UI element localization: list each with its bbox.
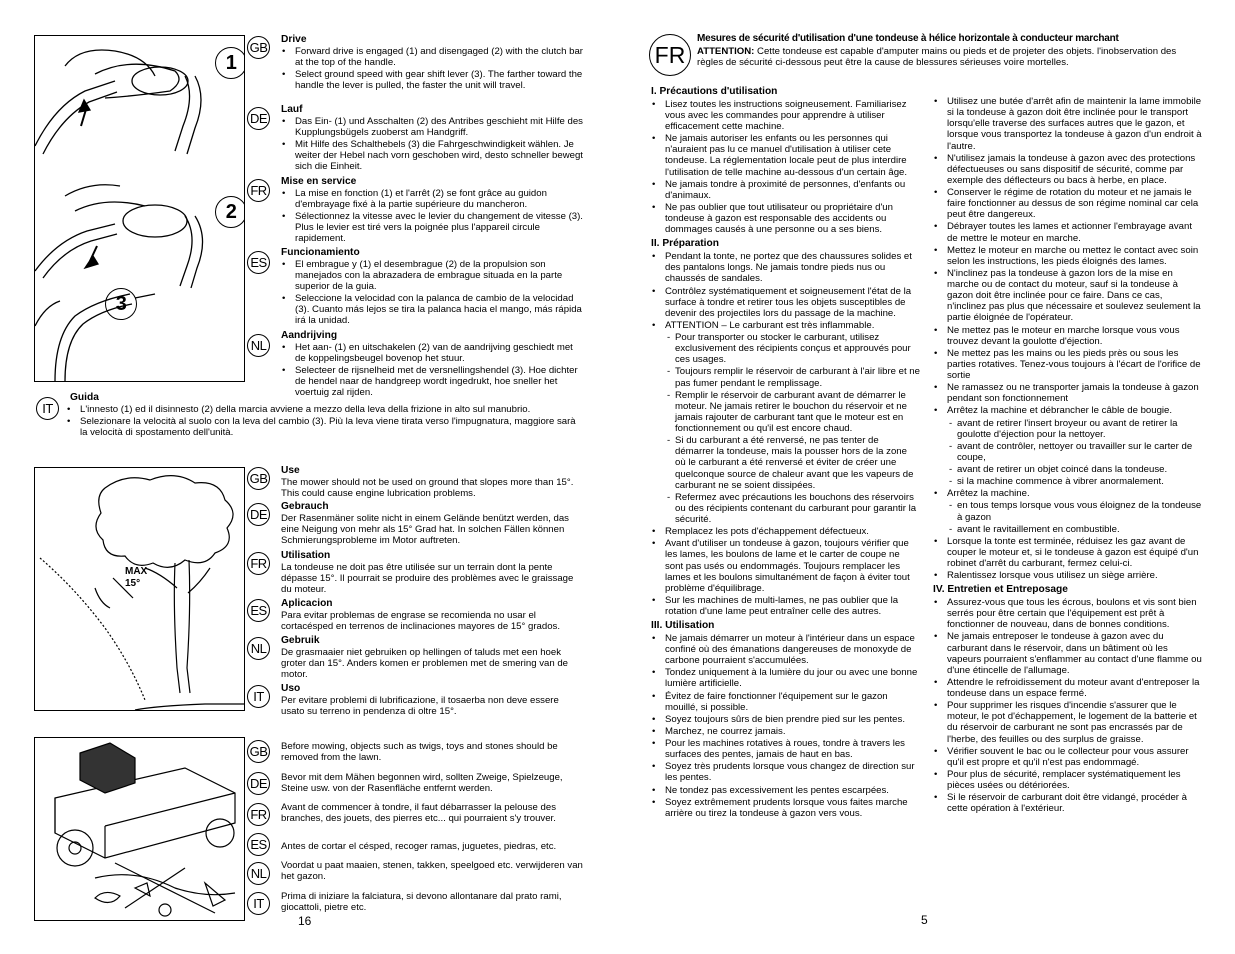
lang-badge-es: ES — [247, 599, 270, 622]
precaution-item: • Ne jamais tondre à proximité de personnes, d'enfants ou d'animaux. — [651, 179, 920, 201]
max-slope-angle: 15° — [125, 578, 141, 589]
precaution-item: • Lisez toutes les instructions soigneusement. Familiarisez vous avec les commandes pour apprendre à utiliser efficacement cette machine. — [651, 99, 920, 132]
use-text-es: Para evitar problemas de engrase se recomienda no usar el cortacésped en terrenos de inclinaciones mayores de 15° grados. — [281, 609, 561, 632]
lang-badge-es: ES — [247, 833, 270, 856]
use-title-nl: Gebruik — [281, 635, 320, 646]
mower-debris-illustration — [35, 738, 244, 920]
drive-item-nl-2: • Selecteer de rijsnelheid met de versnellingshendel (3). Hoe dichter de hendel naar de handgreep wordt ingedrukt, hoe sneller het voertuig zal rijden. — [281, 365, 583, 398]
lang-badge-fr: FR — [247, 803, 270, 826]
figure-callout-1: 1 — [215, 47, 245, 79]
drive-item-gb-2: • Select ground speed with gear shift lever (3). The farther toward the handle the lever is pulled, the faster the unit will travel. — [281, 69, 583, 91]
utilisation-item: • Conserver le régime de rotation du moteur et ne jamais le faire fonctionner au dessus de son régime nominal car cela peut être dangereux. — [933, 187, 1202, 220]
use-title-es: Aplicacion — [281, 598, 333, 609]
lang-badge-gb: GB — [247, 740, 270, 763]
drive-item-es-2: • Seleccione la velocidad con la palanca de cambio de la velocidad (3). Cuanto más lejos se tira la palanca hacia el mango, más rápida irá la unidad. — [281, 293, 583, 326]
preparation-item: • Remplacez les pots d'échappement défectueux. — [651, 526, 920, 537]
lang-badge-it: IT — [247, 892, 270, 915]
preparation-item: • Pendant la tonte, ne portez que des chaussures solides et des pantalons longs. Ne jamais tondre pieds nus ou chaussés de sandales. — [651, 251, 920, 284]
section-title-preparation: II. Préparation — [651, 238, 719, 250]
use-text-fr: La tondeuse ne doit pas être utilisée sur un terrain dont la pente dépasse 15°. Il pourrait se produire des problèmes avec le graissage du moteur. — [281, 561, 574, 596]
max-slope-label: MAX — [125, 566, 148, 577]
stop-dash-item: - avant de retirer un objet coincé dans la tondeuse. — [947, 464, 1202, 475]
drive-title-es: Funcionamiento — [281, 247, 360, 258]
use-text-gb: The mower should not be used on ground that slopes more than 15°. This could cause engine lubrication problems. — [281, 476, 574, 499]
safety-title: Mesures de sécurité d'utilisation d'une tondeuse à hélice horizontale à conducteur marchant — [697, 33, 1119, 44]
stop-dash-item: - avant de contrôler, nettoyer ou travailler sur le carter de coupe, — [947, 441, 1202, 463]
before-text-es: Antes de cortar el césped, recoger ramas, juguetes, piedras, etc. — [281, 841, 557, 852]
safety-column-1 — [651, 83, 920, 820]
use-section-gb — [281, 465, 583, 499]
utilisation-item: • Ne jamais démarrer un moteur à l'intérieur dans un espace confiné où des émanations dangereuses de monoxyde de carbone pourraient s'accumulées. — [651, 633, 920, 666]
drive-item-fr-1: • La mise en fonction (1) et l'arrêt (2) se font grâce au guidon d'embrayage fixé à la partie supérieure du mancheron. — [281, 188, 583, 210]
drive-section-gb — [281, 34, 583, 92]
maintenance-item: • Ne jamais entreposer le tondeuse à gazon avec du carburant dans le réservoir, dans un bâtiment où les vapeurs pourraient s'enflammer au contact d'une flamme ou d'une étincelle de l'allumage. — [933, 631, 1202, 676]
use-section-it — [281, 683, 583, 717]
fr-lang-badge: FR — [649, 34, 691, 76]
precaution-item: • Ne jamais autoriser les enfants ou les personnes qui n'auraient pas lu ce manuel d'utilisation à utiliser cete tondeuse. La réglementation locale peut de plus interdire l'utilisation de telle machine au-dessous d'un certain âge. — [651, 133, 920, 178]
utilisation-item: • Utilisez une butée d'arrêt afin de maintenir la lame immobile si la tondeuse à gazon doit être inclinée pour le transport lorsqu'elle traverse des surfaces autres que le gazon, et lorsque vous transportez la tondeuse à gazon d'un endroit à l'autre. — [933, 96, 1202, 152]
drive-section-es — [281, 247, 583, 328]
before-text-gb: Before mowing, objects such as twigs, toys and stones should be removed from the lawn. — [281, 741, 558, 764]
before-text-it: Prima di iniziare la falciatura, si devono allontanare dal prato rami, giocattoli, pietre etc. — [281, 891, 562, 914]
page-number-left: 16 — [298, 914, 312, 928]
drive-item-fr-2: • Sélectionnez la vitesse avec le levier du changement de vitesse (3). Plus le levier est tiré vers la poignée plus l'appareil circule rapidement. — [281, 211, 583, 244]
page-number-right: 5 — [921, 913, 928, 927]
figure-mower-debris — [34, 737, 245, 921]
maintenance-item: • Pour supprimer les risques d'incendie s'assurer que le moteur, le pot d'échappement, le logement de la batterie et du réservoir de carburant ne sont pas encrassés par de l'herbe, des feuilles ou des surplus de graisse. — [933, 700, 1202, 745]
utilisation-item: • Pour les machines rotatives à roues, tondre à travers les surfaces des pentes, jamais de haut en bas. — [651, 738, 920, 760]
drive-item-es-1: • El embrague y (1) el desembrague (2) de la propulsion son manejados con la abrazadera de embrague situada en la parte superior de la guia. — [281, 259, 583, 292]
utilisation-item: • Ne tondez pas excessivement les pentes escarpées. — [651, 785, 920, 796]
utilisation-item: • Évitez de faire fonctionner l'équipement sur le gazon mouillé, si possible. — [651, 691, 920, 713]
lang-badge-it: IT — [36, 397, 59, 420]
drive-title-fr: Mise en service — [281, 176, 357, 187]
use-section-es — [281, 598, 583, 632]
use-title-gb: Use — [281, 465, 300, 476]
use-title-it: Uso — [281, 683, 301, 694]
fuel-dash-item: - Pour transporter ou stocker le carburant, utilisez exclusivement des récipients conçus et approuvés pour ces usages. — [665, 332, 920, 365]
section-title-precautions: I. Précautions d'utilisation — [651, 86, 778, 97]
lang-badge-nl: NL — [247, 862, 270, 885]
utilisation-item: • Soyez très prudents lorsque vous changez de direction sur les pentes. — [651, 761, 920, 783]
drive-item-nl-1: • Het aan- (1) en uitschakelen (2) van de aandrijving geschiedt met de koppelingsbeugel bovenop het stuur. — [281, 342, 583, 364]
utilisation-item: • Arrêtez la machine et débrancher le câble de bougie. — [933, 405, 1202, 416]
lang-badge-de: DE — [247, 772, 270, 795]
drive-title-gb: Drive — [281, 34, 307, 45]
safety-column-2 — [933, 96, 1202, 815]
lang-badge-de: DE — [247, 107, 270, 130]
lang-badge-nl: NL — [247, 637, 270, 660]
drive-section-de — [281, 104, 583, 173]
drive-item-it-1: • L'innesto (1) ed il disinnesto (2) della marcia avviene a mezzo della leva della frizione in alto sul manubrio. — [66, 404, 585, 415]
lang-badge-gb: GB — [247, 467, 270, 490]
lang-badge-fr: FR — [247, 552, 270, 575]
stop-dash-item: - si la machine commence à vibrer anormalement. — [947, 476, 1202, 487]
lang-badge-es: ES — [247, 251, 270, 274]
figure-drive-handle — [34, 35, 245, 382]
lang-badge-de: DE — [247, 503, 270, 526]
attention-label: ATTENTION: — [697, 46, 755, 57]
utilisation-item: • Ralentissez lorsque vous utilisez un siège arrière. — [933, 570, 1202, 581]
preparation-item: • Avant d'utiliser un tondeuse à gazon, toujours vérifier que les lames, les boulons de lame et le carter de coupe ne sont pas usés ou endommagés. Toujours remplacer les lames et les boulons simultanément de façon à éviter tout problème d'équilibrage. — [651, 538, 920, 594]
maintenance-item: • Vérifier souvent le bac ou le collecteur pour vous assurer qu'il est propre et qu'il n'est pas endommagé. — [933, 746, 1202, 768]
preparation-item: • Contrôlez systématiquement et soigneusement l'état de la surface à tondre et retirer tous les objets susceptibles de devenir des projectiles lors du passage de la machine. — [651, 286, 920, 319]
fuel-dash-item: - Remplir le réservoir de carburant avant de démarrer le moteur. Ne jamais retirer le bouchon du réservoir et ne jamais rajouter de carburant tant que le moteur est en fonctionnement ou qu'il est encore chaud. — [665, 390, 920, 435]
use-text-nl: De grasmaaier niet gebruiken op hellingen of taluds met een hoek groter dan 15°. Anders komen er problemen met de smering van de motor. — [281, 646, 569, 681]
use-text-de: Der Rasenmäner solite nicht in einem Gelände benützt werden, das eine Neigung von mehr als 15° Grad hat. In solchen Fällen können Schmierungsprobleme im Motor auftreten. — [281, 512, 569, 547]
utilisation-item: • N'utilisez jamais la tondeuse à gazon avec des protections défectueuses ou sans dispositif de sécurité, comme par exemple des déflecteurs ou bacs à herbe, en place. — [933, 153, 1202, 186]
use-title-de: Gebrauch — [281, 501, 329, 512]
lang-badge-nl: NL — [247, 334, 270, 357]
drive-item-gb-1: • Forward drive is engaged (1) and disengaged (2) with the clutch bar at the top of the handle. — [281, 46, 583, 68]
utilisation-item: • Tondez uniquement à la lumière du jour ou avec une bonne lumière artificielle. — [651, 667, 920, 689]
maintenance-item: • Assurez-vous que tous les écrous, boulons et vis sont bien serrés pour être certain que l'équipement est prêt à fonctionner de nouveau, dans de bonnes conditions. — [933, 597, 1202, 630]
utilisation-item: • Ne mettez pas le moteur en marche lorsque vous vous trouvez devant la goulotte d'éjection. — [933, 325, 1202, 347]
utilisation-item: • Marchez, ne courrez jamais. — [651, 726, 920, 737]
maintenance-item: • Pour plus de sécurité, remplacer systématiquement les pièces usées ou détériorées. — [933, 769, 1202, 791]
before-text-nl: Voordat u paat maaien, stenen, takken, speelgoed etc. verwijderen van het gazon. — [281, 860, 583, 883]
drive-section-fr — [281, 176, 583, 245]
utilisation-item: • Soyez toujours sûrs de bien prendre pied sur les pentes. — [651, 714, 920, 725]
attention-text: Cette tondeuse est capable d'amputer mains ou pieds et de projeter des objets. l'inobservation des règles de sécurité ci-dessous peut être la cause de blessures sérieuses voire mortelles. — [697, 46, 1177, 69]
utilisation-item: • Ne mettez pas les mains ou les pieds près ou sous les parties rotatives. Tenez-vous toujours à l'écart de l'orifice de sortie — [933, 348, 1202, 381]
lang-badge-it: IT — [247, 685, 270, 708]
utilisation-item: • Ne ramassez ou ne transporter jamais la tondeuse à gazon pendant son fonctionnement — [933, 382, 1202, 404]
utilisation-item: • N'inclinez pas la tondeuse à gazon lors de la mise en marche ou de contact du moteur, sauf si la tondeuse à gazon doit être inclinée pour ce faire. Dans ce cas, n'inclinez pas plus que nécessaire et soulevez seulement la partie éloignée de l'opérateur. — [933, 268, 1202, 324]
utilisation-item: • Soyez extrêmement prudents lorsque vous faites marche arrière ou tirez la tondeuse à gazon vers vous. — [651, 797, 920, 819]
drive-item-it-2: • Selezionare la velocità al suolo con la leva del cambio (3). Più la leva viene tirata verso l'impugnatura, maggiore sarà la velocità di spostamento dell'unità. — [66, 416, 585, 438]
figure-callout-2: 2 — [215, 196, 245, 228]
section-title-maintenance: IV. Entretien et Entreposage — [933, 584, 1068, 596]
figure-callout-3: 3 — [105, 288, 137, 320]
drive-section-nl — [281, 330, 583, 399]
use-title-fr: Utilisation — [281, 550, 331, 561]
use-section-fr — [281, 550, 583, 595]
fuel-dash-item: - Refermez avec précautions les bouchons des réservoirs ou des récipients contenant du carburant pour garantir la sécurité. — [665, 492, 920, 525]
stop-dash-item: - avant le ravitaillement en combustible. — [947, 524, 1202, 535]
stop-dash-item: - en tous temps lorsque vous vous éloignez de la tondeuse à gazon — [947, 500, 1202, 522]
lang-badge-fr: FR — [247, 179, 270, 202]
drive-handle-illustration — [35, 36, 244, 381]
fuel-dash-item: - Si du carburant a été renversé, ne pas tenter de démarrer la tondeuse, mais la pousser hors de la zone où le carburant a été renversé et éviter de créer une quelconque source de chaleur avant que les vapeurs de carburant ne se soient dissipées. — [665, 435, 920, 491]
preparation-item: • ATTENTION – Le carburant est très inflammable. — [651, 320, 920, 331]
utilisation-item: • Arrêtez la machine. — [933, 488, 1202, 499]
use-section-de — [281, 501, 583, 546]
drive-item-de-1: • Das Ein- (1) und Asschalten (2) des Antribes geschieht mit Hilfe des Kupplungsbügels zuoberst am Handgriff. — [281, 116, 583, 138]
before-text-de: Bevor mit dem Mähen begonnen wird, sollten Zweige, Spielzeuge, Steine usw. von der Rasenfläche entfernt werden. — [281, 772, 563, 795]
section-title-utilisation: III. Utilisation — [651, 620, 715, 632]
use-section-nl — [281, 635, 583, 680]
preparation-item: • Sur les machines de multi-lames, ne pas oublier que la rotation d'une lame peut entraîner celle des autres. — [651, 595, 920, 617]
utilisation-item: • Mettez le moteur en marche ou mettez le contact avec soin selon les instructions, les pieds éloignés des lames. — [933, 245, 1202, 267]
before-text-fr: Avant de commencer à tondre, il faut débarrasser la pelouse des branches, des jouets, des pierres etc... qui pourraient s'y trouver. — [281, 802, 557, 825]
drive-section-it — [70, 392, 585, 439]
maintenance-item: • Attendre le refroidissement du moteur avant d'entreposer la tondeuse dans un espace fermé. — [933, 677, 1202, 699]
drive-title-de: Lauf — [281, 104, 303, 115]
lang-badge-gb: GB — [247, 36, 270, 59]
maintenance-item: • Si le réservoir de carburant doit être vidangé, procéder à cette opération à l'extérieur. — [933, 792, 1202, 814]
drive-item-de-2: • Mit Hilfe des Schalthebels (3) die Fahrgeschwindigkeit wählen. Je weiter der Hebel nach vorn geschoben wird, desto schneller bewegt sich die Einheit. — [281, 139, 583, 172]
use-text-it: Per evitare problemi di lubrificazione, il tosaerba non deve essere usato su terreno in pendenza di oltre 15°. — [281, 694, 559, 717]
precaution-item: • Ne pas oublier que tout utilisateur ou propriétaire d'un tondeuse à gazon est responsable des accidents ou dommages causés à une personne ou a ses biens. — [651, 202, 920, 235]
safety-attention — [697, 46, 1202, 68]
stop-dash-item: - avant de retirer l'insert broyeur ou avant de retirer la goulotte d'éjection pour la nettoyer. — [947, 418, 1202, 440]
drive-title-it: Guida — [70, 392, 99, 403]
fuel-dash-item: - Toujours remplir le réservoir de carburant à l'air libre et ne pas fumer pendant le remplissage. — [665, 366, 920, 388]
utilisation-item: • Débrayer toutes les lames et actionner l'embrayage avant de mettre le moteur en marche. — [933, 221, 1202, 243]
drive-title-nl: Aandrijving — [281, 330, 338, 341]
figure-slope-tree — [34, 467, 245, 711]
utilisation-item: • Lorsque la tonte est terminée, réduisez les gaz avant de couper le moteur et, si le tondeuse à gazon est équipé d'un robinet d'arrêt du carburant, fermez celui-ci. — [933, 536, 1202, 569]
